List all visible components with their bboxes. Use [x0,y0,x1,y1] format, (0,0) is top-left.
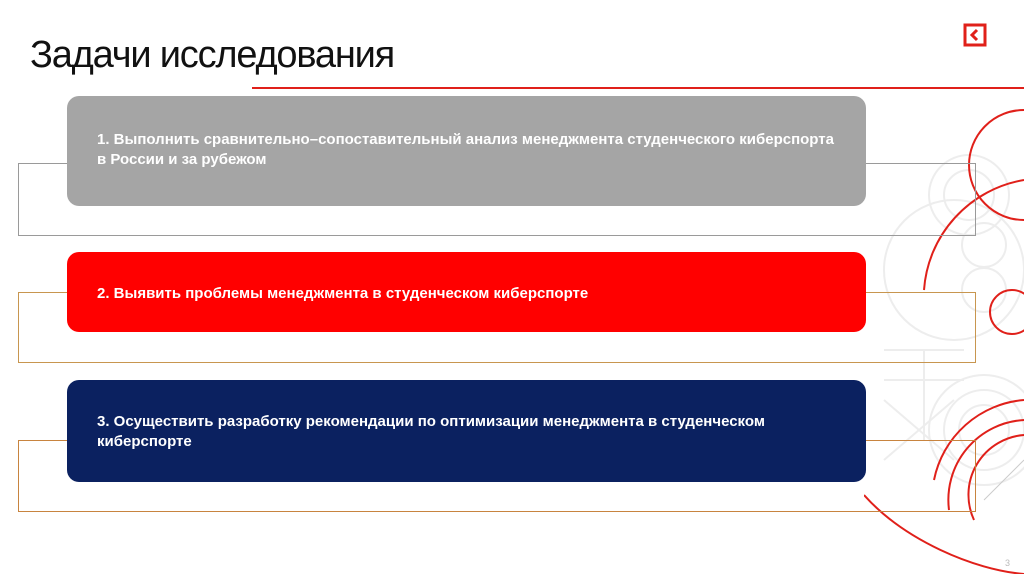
slide-title: Задачи исследования [30,34,395,76]
task-text-2: 2. Выявить проблемы менеджмента в студенческом киберспорте [97,285,589,302]
task-card-3 [67,380,866,482]
task-card-2 [67,252,866,332]
title-divider [252,87,1024,89]
task-text-1: 1. Выполнить сравнительно–сопоставительный анализ менеджмента студенческого киберспорта в России и за рубежом [97,131,834,168]
page-number: 3 [1004,558,1010,568]
task-text-3: 3. Осуществить разработку рекомендации по оптимизации менеджмента в студенческом киберспорте [97,413,765,450]
task-card-1 [67,96,866,206]
back-arrow-square-icon[interactable] [963,23,987,47]
